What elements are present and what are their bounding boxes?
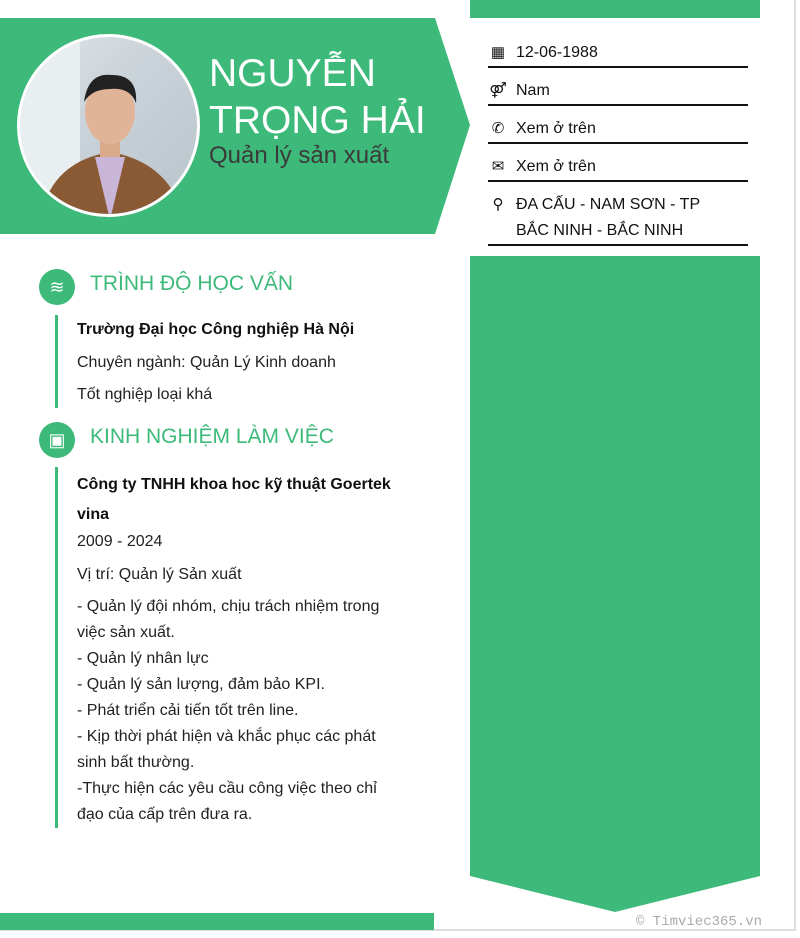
experience-position: Vị trí: Quản lý Sản xuất — [77, 566, 242, 583]
duty-item: - Phát triển cải tiến tốt trên line. — [77, 702, 299, 719]
top-accent-bar — [470, 0, 760, 18]
email-icon: ✉ — [491, 158, 505, 175]
address-line-2: BẮC NINH - BẮC NINH — [516, 222, 684, 239]
education-title: TRÌNH ĐỘ HỌC VẤN — [90, 272, 294, 295]
education-major: Chuyên ngành: Quản Lý Kinh doanh — [77, 354, 336, 371]
experience-duties — [77, 594, 402, 828]
email-value: Xem ở trên — [516, 158, 596, 175]
bottom-accent-strip — [0, 913, 434, 930]
avatar — [17, 34, 200, 217]
contact-address — [488, 192, 748, 246]
job-title: Quản lý sản xuất — [209, 142, 390, 169]
experience-period: 2009 - 2024 — [77, 533, 163, 550]
location-icon: ⚲ — [492, 196, 504, 213]
contact-birthday — [488, 40, 748, 68]
gender-icon: ⚤ — [489, 82, 507, 99]
name-line-2: TRỌNG HẢI — [209, 99, 426, 142]
watermark: © Timviec365.vn — [636, 914, 763, 930]
duty-item: - Kịp thời phát hiện và khắc phục các phát sinh bất thường. — [77, 728, 376, 771]
experience-company: Công ty TNHH khoa hoc kỹ thuật Goertek vina — [77, 476, 391, 523]
contact-email — [488, 154, 748, 182]
duty-item: - Quản lý sản lượng, đảm bảo KPI. — [77, 676, 325, 693]
phone-value: Xem ở trên — [516, 120, 596, 137]
education-grade: Tốt nghiệp loại khá — [77, 386, 213, 403]
contact-gender — [488, 78, 748, 106]
duty-item: - Quản lý nhân lực — [77, 650, 209, 667]
candidate-name — [209, 50, 426, 144]
gender-value: Nam — [516, 82, 550, 99]
phone-icon: ✆ — [491, 120, 505, 137]
experience-title: KINH NGHIỆM LÀM VIỆC — [90, 425, 334, 448]
education-divider — [55, 315, 58, 408]
duty-item: - Quản lý đội nhóm, chịu trách nhiệm trong việc sản xuất. — [77, 598, 380, 641]
duty-item: -Thực hiện các yêu cầu công việc theo chỉ đạo của cấp trên đưa ra. — [77, 780, 377, 823]
name-line-1: NGUYỄN — [209, 52, 376, 95]
contact-phone — [488, 116, 748, 144]
contact-card-icon: ▣ — [39, 422, 75, 458]
experience-divider — [55, 467, 58, 828]
birthday-value: 12-06-1988 — [516, 44, 598, 61]
calendar-icon: ▦ — [490, 44, 506, 61]
right-column-banner — [470, 256, 760, 912]
education-school: Trường Đại học Công nghiệp Hà Nội — [77, 321, 355, 338]
layers-icon: ≋ — [39, 269, 75, 305]
address-line-1: ĐA CẤU - NAM SƠN - TP — [516, 196, 701, 213]
